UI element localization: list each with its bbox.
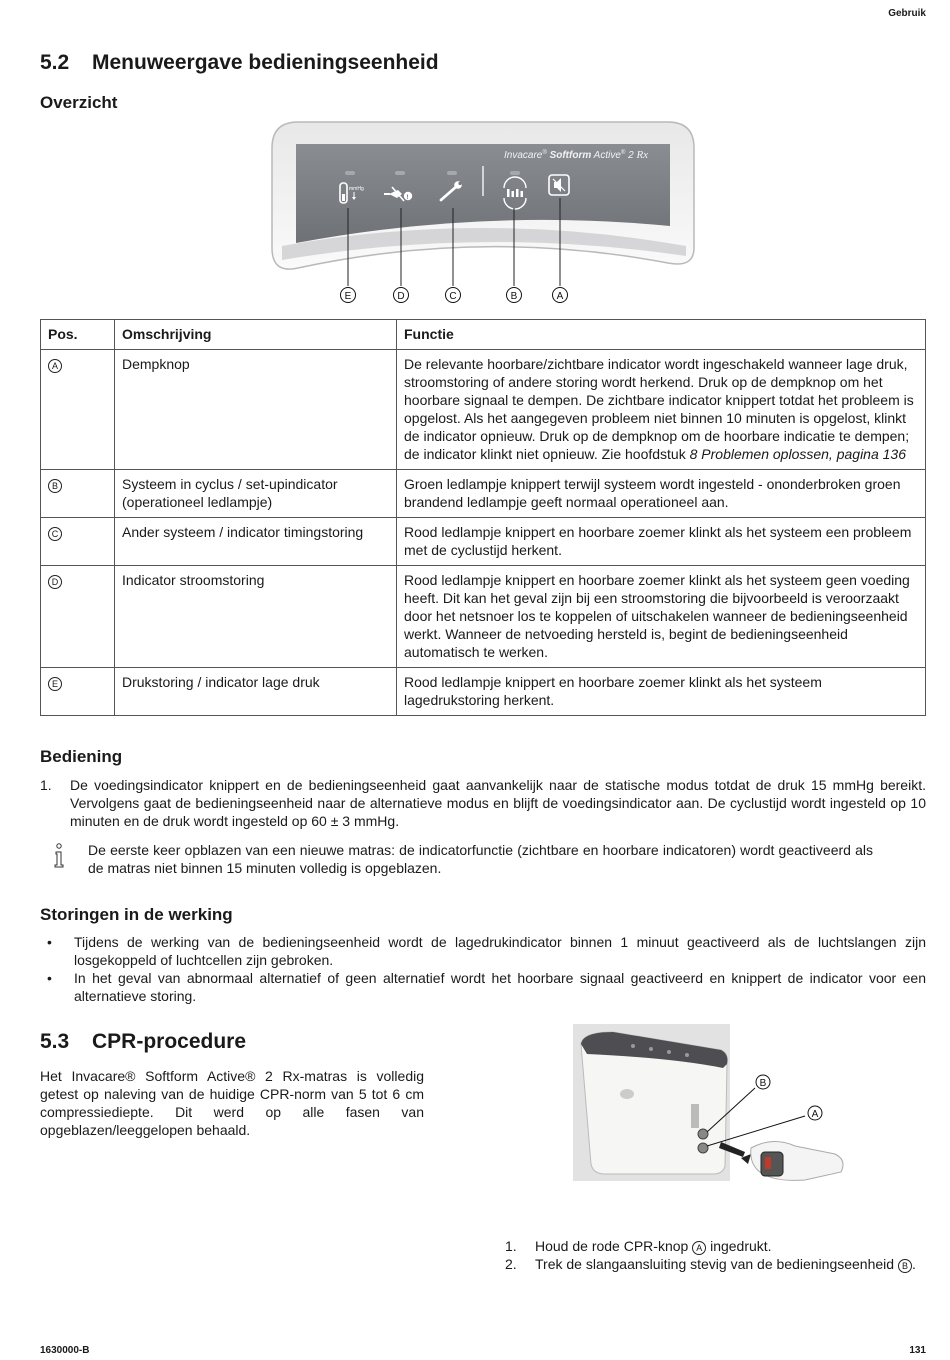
chapter-reference[interactable]: 8 Problemen oplossen, pagina 136 [689, 446, 907, 462]
led-timing [447, 171, 457, 175]
func-cell [397, 350, 926, 470]
table-row [41, 350, 926, 470]
step-text: De voedingsindicator knippert en de bedieningseenheid gaat aanvankelijk naar de statische modus totdat de druk 15 mmHg bereikt. Vervolgens gaat de bedieningseenheid naar de alternatieve modus en blijft de voedingsindicator aan. De cyclustijd wordt ingesteld op 10 minuten en de druk wordt ingesteld op 60 ± 3 mmHg. [70, 777, 926, 829]
brand-active: Active [593, 150, 621, 161]
func-text: De relevante hoorbare/zichtbare indicator wordt ingeschakeld wanneer lage druk, stroomstoring of andere storing wordt herkend. Druk op de dempknop om het hoorbare signaal te dempen. De zichtbare indicator knippert totdat het probleem is opgelost. Als het aangegeven probleem niet binnen 10 minuten is opgelost, klinkt de indicator opnieuw. Druk op de dempknop om de hoorbare indicatie te dempen; de indicator klinkt niet opnieuw. Zie hoofdstuk [404, 356, 914, 462]
step-number: 1. [40, 777, 52, 793]
operation-steps [40, 776, 926, 830]
step-text-b: ingedrukt. [706, 1238, 772, 1254]
header-desc: Omschrijving [115, 320, 397, 350]
callout-b: B [510, 291, 518, 302]
func-cell: Groen ledlampje knippert terwijl systeem wordt ingesteld - ononderbroken groen brandend ledlampje geeft normaal operationeel aan. [397, 470, 926, 518]
section-title-5-2 [40, 50, 439, 76]
brand-invacare: Invacare [504, 150, 543, 161]
step-item [40, 776, 926, 830]
list-item: • In het geval van abnormaal alternatief of geen alternatief wordt het hoorbare signaal geactiveerd en knippert de indicator voor een alternatieve storing. [40, 969, 926, 1005]
step-item [505, 1237, 926, 1255]
faults-list [40, 933, 926, 1005]
table-row [41, 518, 926, 566]
led-cycle [510, 171, 520, 175]
list-item: • Tijdens de werking van de bedieningseenheid wordt de lagedrukindicator binnen 1 minuut geactiveerd als de luchtslangen zijn losgekoppeld of luchtcellen zijn gebroken. [40, 933, 926, 969]
note-text: De eerste keer opblazen van een nieuwe matras: de indicatorfunctie (zichtbare en hoorbare indicatoren) wordt geactiveerd als de matras niet binnen 15 minuten volledig is opgeblazen. [88, 842, 873, 876]
table-row [41, 470, 926, 518]
cpr-body-text: Het Invacare® Softform Active® 2 Rx-matras is volledig getest op naleving van de huidige CPR-norm van 5 tot 6 cm compressiediepte. Dit werd op alle fasen van opgeblazen/leeggelopen behaald. [40, 1068, 424, 1138]
step-number: 2. [505, 1256, 517, 1272]
svg-text:!: ! [406, 195, 409, 201]
table-header-row [41, 320, 926, 350]
section-title-text: CPR-procedure [92, 1030, 247, 1053]
step-text-a: Houd de rode CPR-knop [535, 1238, 693, 1254]
callout-e: E [344, 291, 352, 302]
section-title-text: Menuweergave bedieningseenheid [92, 51, 439, 74]
page-number: 131 [909, 1345, 926, 1356]
brand-softform: Softform [549, 150, 592, 161]
step-number: 1. [505, 1238, 517, 1254]
led-power [395, 171, 405, 175]
func-cell: Rood ledlampje knippert en hoorbare zoemer klinkt als het systeem lagedrukstoring herkent. [397, 668, 926, 716]
mmhg-label: mmHg [349, 186, 364, 192]
func-cell: Rood ledlampje knippert en hoorbare zoemer klinkt als het systeem een probleem met de cyclustijd herkent. [397, 518, 926, 566]
svg-text:Invacare® Softform Active® 2 R: Invacare® Softform Active® 2 Rx [504, 149, 649, 161]
desc-cell: Drukstoring / indicator lage druk [115, 668, 397, 716]
function-table [40, 319, 926, 716]
step-item [505, 1255, 926, 1273]
callout-inline-a: A [692, 1241, 706, 1255]
control-panel-figure [268, 118, 698, 308]
photo-callout-a: A [811, 1109, 819, 1120]
cpr-steps [505, 1237, 926, 1273]
desc-cell: Indicator stroomstoring [115, 566, 397, 668]
step-text-b: . [911, 1256, 916, 1272]
header-pos: Pos. [41, 320, 115, 350]
pos-badge: B [48, 479, 62, 493]
pos-badge: E [48, 677, 62, 691]
section-title-5-3 [40, 1029, 246, 1055]
desc-cell: Dempknop [115, 350, 397, 470]
func-cell: Rood ledlampje knippert en hoorbare zoemer klinkt als het systeem geen voeding heeft. Dit kan het geval zijn bij een stroomstoring die bijvoorbeeld is veroorzaakt door het netsnoer los te koppelen of uitschakelen wanneer de bedieningseenheid werkt. Wanneer de netvoeding hersteld is, begint de bedieningseenheid automatisch te werken. [397, 566, 926, 668]
section-number: 5.3 [40, 1030, 70, 1053]
faults-heading: Storingen in de werking [40, 905, 233, 924]
led-pressure [345, 171, 355, 175]
cpr-photo [573, 1024, 853, 1184]
section-number: 5.2 [40, 51, 70, 74]
callout-inline-b: B [898, 1259, 912, 1273]
brand-rx: Rx [636, 149, 649, 161]
desc-cell: Ander systeem / indicator timingstoring [115, 518, 397, 566]
header-func: Functie [397, 320, 926, 350]
operation-heading: Bediening [40, 747, 123, 766]
callout-c: C [449, 291, 457, 302]
pos-badge: D [48, 575, 62, 589]
desc-cell: Systeem in cyclus / set-upindicator (operationeel ledlampje) [115, 470, 397, 518]
callout-d: D [397, 291, 405, 302]
info-icon [52, 843, 66, 869]
brand-2: 2 [628, 150, 634, 161]
pos-badge: A [48, 359, 62, 373]
section-tag: Gebruik [888, 8, 926, 19]
overview-heading: Overzicht [40, 93, 118, 112]
doc-number: 1630000-B [40, 1345, 90, 1356]
photo-callout-b: B [759, 1078, 767, 1089]
pos-badge: C [48, 527, 62, 541]
callout-a: A [556, 291, 564, 302]
step-text-a: Trek de slangaansluiting stevig van de bedieningseenheid [535, 1256, 898, 1272]
table-row [41, 566, 926, 668]
table-row [41, 668, 926, 716]
